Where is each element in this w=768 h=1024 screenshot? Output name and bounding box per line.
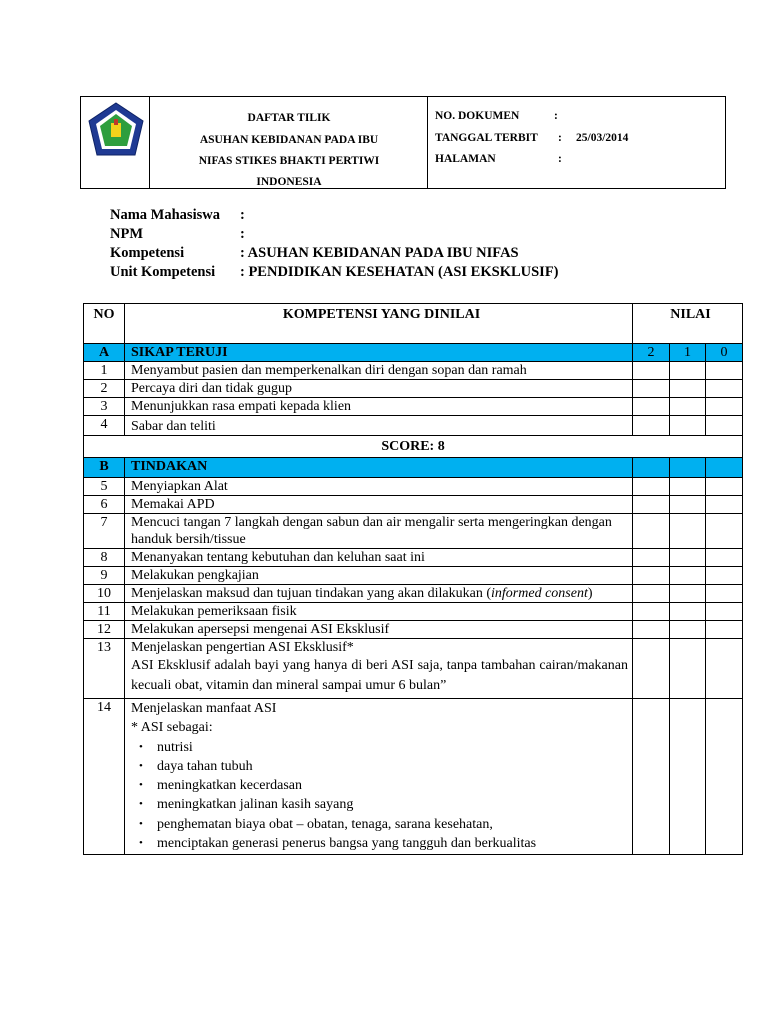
page-sep: :	[558, 153, 562, 165]
document-info-cell	[427, 97, 725, 188]
row-text: Menyambut pasien dan memperkenalkan diri dengan sopan dan ramah	[125, 362, 633, 380]
row-no: 7	[84, 514, 125, 549]
benefits-list	[131, 738, 632, 854]
unit-competence-row	[110, 264, 559, 281]
score-cell-1[interactable]	[670, 514, 706, 549]
header-title-line-2: ASUHAN KEBIDANAN PADA IBU	[199, 134, 379, 146]
institution-logo-icon	[85, 101, 147, 161]
section-a-row	[84, 344, 743, 362]
section-b-title: TINDAKAN	[125, 458, 633, 478]
score-cell-2[interactable]	[633, 514, 670, 549]
score-cell-0[interactable]	[706, 585, 743, 603]
score-cell-1[interactable]	[670, 416, 706, 436]
list-item: • daya tahan tubuh	[137, 757, 632, 776]
score-cell-1[interactable]	[670, 380, 706, 398]
score-cell-1[interactable]	[670, 585, 706, 603]
score-cell-2[interactable]	[633, 416, 670, 436]
unit-competence-label: Unit Kompetensi	[110, 264, 216, 280]
table-row	[84, 549, 743, 567]
checklist-table	[83, 303, 743, 855]
unit-competence-value: : PENDIDIKAN KESEHATAN (ASI EKSKLUSIF)	[240, 264, 559, 280]
score-cell-0[interactable]	[706, 567, 743, 585]
score-cell-1[interactable]	[670, 398, 706, 416]
score-cell-2[interactable]	[633, 496, 670, 514]
list-item: • menciptakan generasi penerus bangsa yang tangguh dan berkualitas	[137, 834, 632, 853]
row-text: Melakukan apersepsi mengenai ASI Eksklusif	[125, 621, 633, 639]
row-text: Sabar dan teliti	[125, 416, 633, 436]
row-14-subtitle: * ASI sebagai:	[131, 720, 213, 736]
score-col-1: 1	[670, 344, 706, 362]
npm-label: NPM	[110, 226, 144, 242]
score-cell-2[interactable]	[633, 699, 670, 855]
score-cell-2[interactable]	[633, 603, 670, 621]
score-cell-1[interactable]	[670, 362, 706, 380]
header-title-line-3: NIFAS STIKES BHAKTI PERTIWI	[198, 155, 380, 167]
npm-value: :	[240, 226, 245, 242]
student-name-label: Nama Mahasiswa	[110, 207, 220, 223]
section-b-row	[84, 458, 743, 478]
document-header	[80, 96, 726, 189]
row-no: 10	[84, 585, 125, 603]
npm-row	[110, 226, 245, 243]
page-label: HALAMAN	[435, 153, 496, 165]
list-item: • meningkatkan kecerdasan	[137, 776, 632, 795]
row-text: Melakukan pemeriksaan fisik	[125, 603, 633, 621]
issue-date-value: 25/03/2014	[576, 132, 629, 144]
section-b-code: B	[84, 458, 125, 478]
score-cell-1[interactable]	[670, 699, 706, 855]
competence-label: Kompetensi	[110, 245, 185, 261]
score-cell-2[interactable]	[633, 639, 670, 699]
row-no: 11	[84, 603, 125, 621]
row-no: 3	[84, 398, 125, 416]
score-cell-0[interactable]	[706, 398, 743, 416]
student-name-value: :	[240, 207, 245, 223]
score-cell-0[interactable]	[706, 549, 743, 567]
header-title-line-1: DAFTAR TILIK	[247, 112, 331, 124]
score-cell-0[interactable]	[706, 639, 743, 699]
score-col-2: 2	[633, 344, 670, 362]
score-cell-0[interactable]	[706, 416, 743, 436]
row-14-title: Menjelaskan manfaat ASI	[131, 701, 277, 716]
table-row	[84, 567, 743, 585]
score-col-0: 0	[706, 344, 743, 362]
score-cell-0[interactable]	[706, 514, 743, 549]
row-10-tail: )	[587, 586, 593, 601]
row-13-body: ASI Eksklusif adalah bayi yang hanya di beri ASI saja, tanpa tambahan cairan/makanan kecuali obat, vitamin dan mineral sampai umur 6 bulan”	[131, 658, 628, 693]
section-a-code: A	[84, 344, 125, 362]
row-no: 9	[84, 567, 125, 585]
table-row	[84, 514, 743, 549]
score-cell-2[interactable]	[633, 549, 670, 567]
list-item: • nutrisi	[137, 738, 632, 757]
doc-number-label: NO. DOKUMEN	[435, 110, 520, 122]
table-row	[84, 585, 743, 603]
score-cell-0[interactable]	[706, 621, 743, 639]
row-text: Menanyakan tentang kebutuhan dan keluhan saat ini	[125, 549, 633, 567]
row-no: 12	[84, 621, 125, 639]
score-cell-1[interactable]	[670, 567, 706, 585]
row-10-italic: informed consent	[491, 586, 588, 601]
table-row	[84, 639, 743, 699]
score-cell-2[interactable]	[633, 380, 670, 398]
table-row	[84, 398, 743, 416]
competence-row	[110, 245, 519, 262]
score-cell-1[interactable]	[670, 603, 706, 621]
header-competence: KOMPETENSI YANG DINILAI	[125, 304, 633, 344]
row-no: 14	[84, 699, 125, 855]
row-no: 5	[84, 478, 125, 496]
table-row	[84, 603, 743, 621]
table-row	[84, 621, 743, 639]
table-row	[84, 699, 743, 855]
row-text: Menunjukkan rasa empati kepada klien	[125, 398, 633, 416]
score-cell-2[interactable]	[633, 567, 670, 585]
score-cell-0[interactable]	[706, 478, 743, 496]
score-cell-2[interactable]	[633, 478, 670, 496]
row-10-text: Menjelaskan maksud dan tujuan tindakan yang akan dilakukan (	[131, 586, 492, 601]
row-13-title: Menjelaskan pengertian ASI Eksklusif*	[131, 640, 354, 655]
header-no: NO	[84, 304, 125, 344]
score-cell-1[interactable]	[670, 496, 706, 514]
row-text: Melakukan pengkajian	[125, 567, 633, 585]
row-no: 8	[84, 549, 125, 567]
score-cell-0[interactable]	[706, 362, 743, 380]
row-text	[125, 699, 633, 855]
row-text: Mencuci tangan 7 langkah dengan sabun dan air mengalir serta mengeringkan dengan handuk bersih/tissue	[125, 514, 633, 549]
row-no: 13	[84, 639, 125, 699]
row-text: Memakai APD	[125, 496, 633, 514]
score-row	[84, 436, 743, 458]
score-text: SCORE: 8	[84, 436, 743, 458]
score-cell-0[interactable]	[706, 380, 743, 398]
row-text	[125, 639, 633, 699]
row-text	[125, 585, 633, 603]
header-title-line-4: INDONESIA	[256, 176, 322, 188]
score-cell-0[interactable]	[706, 603, 743, 621]
table-row	[84, 362, 743, 380]
row-no: 2	[84, 380, 125, 398]
student-name-row	[110, 207, 245, 224]
score-cell-2[interactable]	[633, 398, 670, 416]
row-text: Percaya diri dan tidak gugup	[125, 380, 633, 398]
row-no: 4	[84, 416, 125, 436]
score-cell-2[interactable]	[633, 585, 670, 603]
table-row	[84, 478, 743, 496]
competence-value: : ASUHAN KEBIDANAN PADA IBU NIFAS	[240, 245, 519, 261]
header-score: NILAI	[633, 304, 743, 344]
doc-number-sep: :	[554, 110, 558, 122]
score-cell-1[interactable]	[670, 639, 706, 699]
logo-cell	[81, 97, 150, 188]
table-row	[84, 496, 743, 514]
list-item: • penghematan biaya obat – obatan, tenaga, sarana kesehatan,	[137, 815, 632, 834]
row-no: 6	[84, 496, 125, 514]
issue-date-sep: :	[558, 132, 562, 144]
score-cell-1[interactable]	[670, 549, 706, 567]
table-row	[84, 380, 743, 398]
score-cell-1[interactable]	[670, 478, 706, 496]
table-row	[84, 416, 743, 436]
score-cell-2[interactable]	[633, 621, 670, 639]
score-cell-1[interactable]	[670, 621, 706, 639]
row-no: 1	[84, 362, 125, 380]
score-cell-0[interactable]	[706, 699, 743, 855]
issue-date-label: TANGGAL TERBIT	[435, 132, 538, 144]
section-a-title: SIKAP TERUJI	[125, 344, 633, 362]
table-header-row	[84, 304, 743, 344]
score-cell-2[interactable]	[633, 362, 670, 380]
score-cell-0[interactable]	[706, 496, 743, 514]
row-text: Menyiapkan Alat	[125, 478, 633, 496]
list-item: • meningkatkan jalinan kasih sayang	[137, 795, 632, 814]
